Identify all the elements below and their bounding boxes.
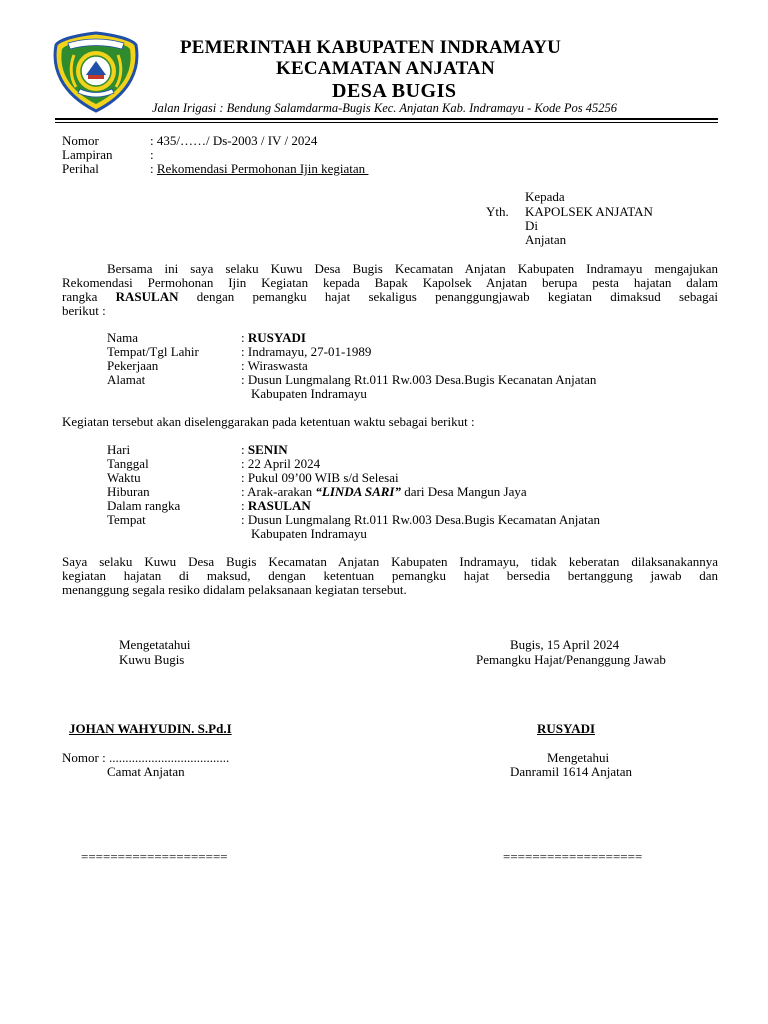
recipient-di: Di <box>525 218 538 233</box>
person-alamat-value: : Dusun Lungmalang Rt.011 Rw.003 Desa.Bugis Kecanatan Anjatan <box>241 372 597 387</box>
activity-tempat-value: : Dusun Lungmalang Rt.011 Rw.003 Desa.Bugis Kecamatan Anjatan <box>241 512 601 527</box>
meta-nomor-label: Nomor <box>62 133 99 148</box>
activity-hari-label: Hari <box>107 442 131 457</box>
activity-hiburan-value: : Arak-arakan “LINDA SARI” dari Desa Mangun Jaya <box>241 484 527 499</box>
closing-line1: Saya selaku Kuwu Desa Bugis Kecamatan Anjatan Kabupaten Indramayu, tidak keberatan dilaksanakannya <box>62 554 718 569</box>
header-rule-thick <box>55 118 718 120</box>
person-alamat-value2: Kabupaten Indramayu <box>251 386 367 401</box>
meta-nomor-value: : 435/……/ Ds-2003 / IV / 2024 <box>150 133 318 148</box>
sig-left-camat: Camat Anjatan <box>107 764 185 779</box>
sig-right-date: Bugis, 15 April 2024 <box>510 637 620 652</box>
person-nama-value: : RUSYADI <box>241 330 306 345</box>
sig-right-role: Pemangku Hajat/Penanggung Jawab <box>476 652 666 667</box>
header-line2: KECAMATAN ANJATAN <box>276 58 495 79</box>
person-ttl-label: Tempat/Tgl Lahir <box>107 344 199 359</box>
sig-right-name: RUSYADI <box>537 721 596 736</box>
recipient-yth: Yth. <box>486 204 509 219</box>
sig-left-line: ==================== <box>81 849 228 864</box>
sig-left-name: JOHAN WAHYUDIN. S.Pd.I <box>69 721 232 736</box>
activity-tanggal-label: Tanggal <box>107 456 149 471</box>
header-rule-thin <box>55 122 718 123</box>
meta-lampiran-value: : <box>150 147 154 162</box>
activity-tempat-value2: Kabupaten Indramayu <box>251 526 367 541</box>
sig-right-line: =================== <box>503 849 643 864</box>
person-nama-label: Nama <box>107 330 139 345</box>
activity-hiburan-label: Hiburan <box>107 484 150 499</box>
sig-left-nomor: Nomor : ..................................... <box>62 750 230 765</box>
activity-waktu-value: : Pukul 09’00 WIB s/d Selesai <box>241 470 399 485</box>
sig-left-title: Mengetatahui <box>119 637 191 652</box>
person-ttl-value: : Indramayu, 27-01-1989 <box>241 344 372 359</box>
sig-right-danramil: Danramil 1614 Anjatan <box>510 764 633 779</box>
recipient-place: Anjatan <box>525 232 567 247</box>
activity-rangka-label: Dalam rangka <box>107 498 181 513</box>
sig-right-title: Mengetahui <box>547 750 610 765</box>
closing-line2: kegiatan hajatan di maksud, dengan ketentuan pemangku hajat bersedia bertanggung jawab dan <box>62 568 718 583</box>
meta-perihal-value: : Rekomendasi Permohonan Ijin kegiatan <box>150 161 369 176</box>
recipient-name: KAPOLSEK ANJATAN <box>525 204 653 219</box>
intro-line4: berikut : <box>62 303 106 318</box>
activity-hari-value: : SENIN <box>241 442 288 457</box>
intro-line1: Bersama ini saya selaku Kuwu Desa Bugis Kecamatan Anjatan Kabupaten Indramayu mengajukan <box>107 261 718 276</box>
sig-left-role: Kuwu Bugis <box>119 652 185 667</box>
activity-tempat-label: Tempat <box>107 512 146 527</box>
header-line1: PEMERINTAH KABUPATEN INDRAMAYU <box>180 37 562 58</box>
recipient-kepada: Kepada <box>525 189 565 204</box>
person-pekerjaan-label: Pekerjaan <box>107 358 159 373</box>
activity-tanggal-value: : 22 April 2024 <box>241 456 321 471</box>
activity-intro: Kegiatan tersebut akan diselenggarakan pada ketentuan waktu sebagai berikut : <box>62 414 475 429</box>
meta-perihal-label: Perihal <box>62 161 99 176</box>
intro-line2: Rekomendasi Permohonan Ijin Kegiatan kepada Bapak Kapolsek Anjatan berupa pesta hajatan dalam <box>62 275 718 290</box>
activity-waktu-label: Waktu <box>107 470 141 485</box>
person-alamat-label: Alamat <box>107 372 146 387</box>
meta-lampiran-label: Lampiran <box>62 147 113 162</box>
header-address: Jalan Irigasi : Bendung Salamdarma-Bugis Kec. Anjatan Kab. Indramayu - Kode Pos 45256 <box>152 101 618 115</box>
closing-line3: menanggung segala resiko didalam pelaksanaan kegiatan tersebut. <box>62 582 407 597</box>
header-line3: DESA BUGIS <box>332 80 457 102</box>
activity-rangka-value: : RASULAN <box>241 498 311 513</box>
intro-line3: rangka RASULAN dengan pemangku hajat sekaligus penanggungjawab kegiatan dimaksud sebagai <box>62 289 718 304</box>
person-pekerjaan-value: : Wiraswasta <box>241 358 308 373</box>
indramayu-logo <box>52 31 140 113</box>
